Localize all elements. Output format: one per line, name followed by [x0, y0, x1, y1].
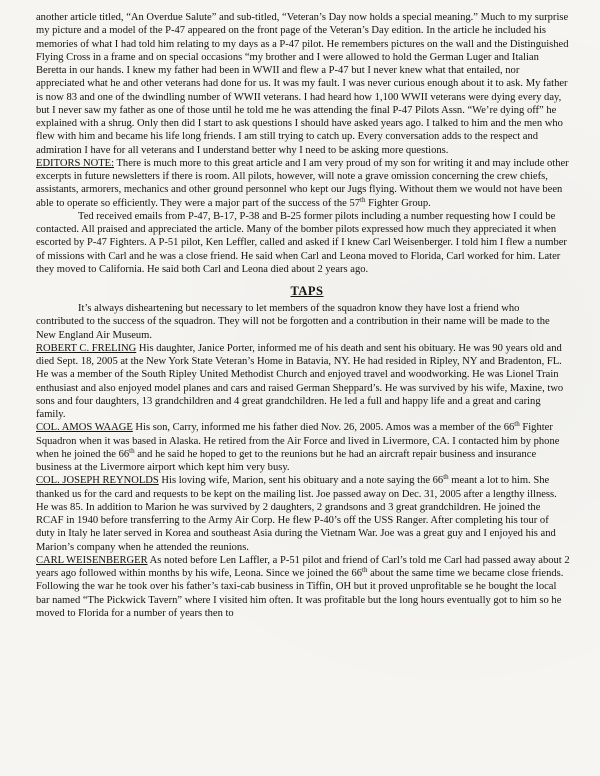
ted-paragraph: Ted received emails from P-47, B-17, P-38 and B-25 former pilots including a number requesting how I could be contacted. All praised and appreciated the article. Many of the bomber pilots expressed how much they appreciated it when escorted by P-47 Fighters. A P-51 pilot, Ken Leffler, called and asked if I knew Carl Weisenberger. I told him I flew a number of missions with Carl and he was a close friend. He said when Carl and Leona moved to Florida, Carl worked for him. Later they moved to California. He said both Carl and Leona died about 2 years ago. [36, 210, 567, 275]
taps-intro: It’s always disheartening but necessary to let members of the squadron know they have lost a friend who contributed to the success of the squadron. They will not be forgotten and a contribution in their name will be made to the New England Air Museum. [36, 303, 550, 341]
obituary-name: CARL WEISENBERGER [36, 554, 148, 566]
editors-note-label: EDITORS NOTE: [36, 157, 115, 169]
obituary-name: ROBERT C. FRELING [36, 342, 137, 354]
article-paragraph: another article titled, “An Overdue Salute” and sub-titled, “Veteran’s Day now holds a special meaning.” Much to my surprise my picture and a model of the P-47 appeared on the front page of the Veteran’s Day edition. In the article he included his memories of what I had told him relating to my days as a P-47 pilot. He remembers pictures on the wall and the Distinguished Flying Cross in a frame and on special occasions “my brother and I were allowed to hold the German Luger and Italian Beretta in our hands. I knew my father had been in WWII and flew a P-47 but I never knew what that entailed, nor appreciated what he and other veterans had done for us. It was my fault. I was never curious enough about it to ask. My father is now 83 and one of the dwindling number of WWII veterans. I had heard how 1,100 WWII veterans were dying every day, but I never saw my father as one of those until he told me he was attending the final P-47 Pilots Assn. “We’re dying off” he explained with a shrug. Only then did I start to ask questions I should have asked years ago. I talked to him and the men who flew with him and became his life long friends. I am still trying to catch up. Every conversation adds to the respect and admiration I have for all veterans and I understand better why I need to be asking more questions. [36, 12, 569, 156]
obituary-waage: COL. AMOS WAAGE His son, Carry, informed me his father died Nov. 26, 2005. Amos was a member of the 66th Fighter Squadron when it was based in Alaska. He retired from the Air Force and lived in Livermore, CA. I contacted him by phone when he joined the 66th and he said he hoped to get to the reunions but he had an aircraft repair business and insurance business at the Livermore airport which kept him very busy. [36, 420, 560, 473]
obituary-weisenberger: CARL WEISENBERGER As noted before Len Laffler, a P-51 pilot and friend of Carl’s told me Carl had passed away about 2 years ago followed within months by his wife, Leona. Since we joined the 66th about the same time we became close friends. Following the war he took over his father’s taxi-cab business in Tiffin, OH but it proved unprofitable se he bought the local bar named “The Pickwick Tavern” where I visited him often. It was profitable but the long hours eventually got to him so he moved to Florida for a number of years then to [36, 554, 570, 619]
obituary-name: COL. JOSEPH REYNOLDS [36, 475, 159, 487]
obituary-name: COL. AMOS WAAGE [36, 422, 133, 434]
obituary-reynolds: COL. JOSEPH REYNOLDS His loving wife, Marion, sent his obituary and a note saying the 66th meant a lot to him. She thanked us for the card and requests to be kept on the mailing list. Joe passed away on Dec. 31, 2005 after a lengthy illness. He was 85. In addition to Marion he was survived by 2 daughters, 2 grandsons and 3 great grandchildren. He joined the RCAF in 1940 before transferring to the Army Air Corp. He flew P-40’s off the USS Ranger. After completing his tour of duty in Italy he later served in Korea and southeast Asia during the Vietnam War. Joe was a great guy and I enjoyed his and Marion’s company when he attended the reunions. [36, 473, 557, 553]
editors-note-paragraph: EDITORS NOTE: There is much more to this great article and I am very proud of my son for writing it and may include other excerpts in future newsletters if there is room. All pilots, however, will note a grave omission concerning the crew chiefs, assistants, armorers, mechanics and other ground personnel who kept our Jugs flying. Without them we would not have been able to operate so efficiently. They were a major part of the success of the 57th Fighter Group. [36, 157, 569, 209]
obituary-freling: ROBERT C. FRELING His daughter, Janice Porter, informed me of his death and sent his obituary. He was 90 years old and died Sept. 18, 2005 at the New York State Veteran’s Home in Batavia, NY. He had resided in Ripley, NY and Bradenton, FL. He was a member of the South Ripley United Methodist Church and enjoyed travel and woodworking. He was Lionel Train enthusiast and also enjoyed model planes and cars and raised German Sheppard’s. He was survived by his wife, Maxine, two sons and four daughters, 13 grandchildren and 4 great grandchildren. He led a full and happy life and a great and caring family. [36, 342, 564, 420]
taps-heading: TAPS [290, 284, 324, 298]
